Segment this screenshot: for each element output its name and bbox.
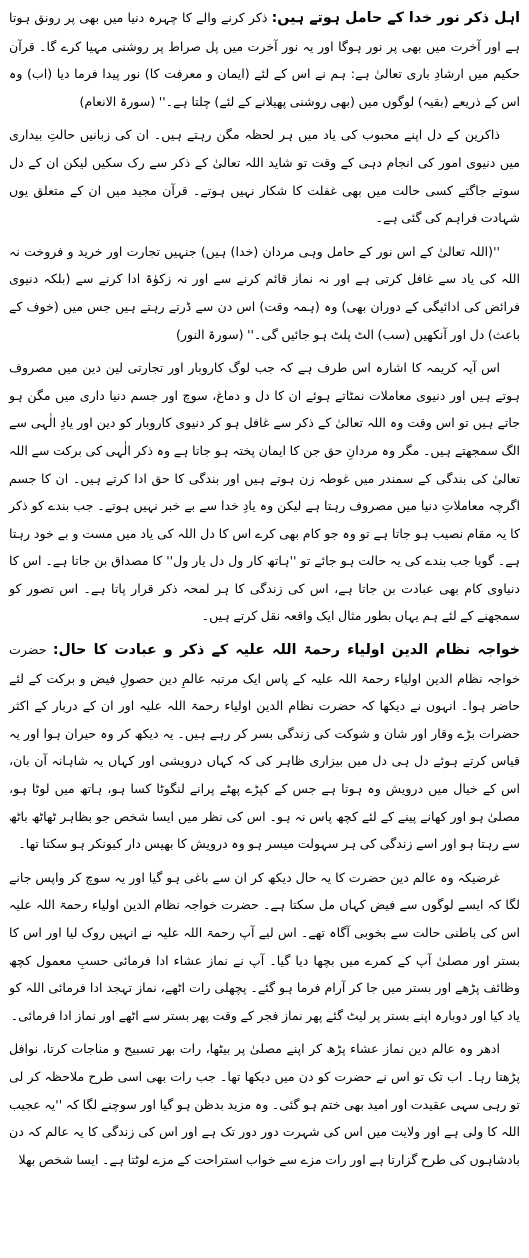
body-paragraph: اس آیہ کریمہ کا اشارہ اس طرف ہے کہ جب لوگ کاروبار اور تجارتی لین دین میں مصروف ہوتے ہیں اور دنیوی معاملات نمٹاتے ہوئے ان کا دل و دماغ، سوچ اور جسم دنیا داری میں مگن ہو جاتے ہیں تو اس وقت وہ اللہ تعالیٰ کے ذکر سے غافل ہو کر دنیوی کاروبار کو دین اور یادِ الٰہی سے الگ سمجھتے ہیں۔ مگر وہ مردانِ حق جن کا ایمان پختہ ہو جاتا ہے وہ ذکر الٰہی کی برکت سے اللہ تعالیٰ کی بندگی کے سمندر میں غوطہ زن ہوتے ہیں اور بندگی کا حق ادا کرتے ہیں۔ ان کا جسم اگرچہ معاملاتِ دنیا میں مصروف رہتا ہے لیکن وہ یادِ خدا سے بے خبر نہیں ہوتے۔ جب بندے کو ذکر کا یہ مقام نصیب ہو جاتا ہے تو وہ جو کام بھی کرے اس کا دل اللہ کی یاد میں مست و بے خود رہتا ہے۔ گویا جب بندے کی یہ حالت ہو جائے تو ''ہاتھ کار ول دل یار ول'' کا مصداق بن جاتا ہے۔ اس کا دنیاوی کام بھی عبادت بن جاتا ہے، اس کی زندگی کا ہر لمحہ ذکر قرار پاتا ہے۔ اس تصور کو سمجھنے کے لئے ہم یہاں بطور مثال ایک واقعہ نقل کرتے ہیں۔ [9, 360, 520, 624]
quoted-verse-paragraph: ''(اللہ تعالیٰ کے اس نور کے حامل وہی مردان (خدا) ہیں) جنہیں تجارت اور خرید و فروخت نہ اللہ کی یاد سے غافل کرتی ہے اور نہ نماز قائم کرنے سے اور نہ زکوٰۃ ادا کرنے سے (بلکہ دنیوی فرائض کی ادائیگی کے دوران بھی) وہ (ہمہ وقت) اس دن سے ڈرتے رہتے ہیں جس میں (خوف کے باعث) دل اور آنکھیں (سب) الٹ پلٹ ہو جائیں گی۔'' (سورۃ النور) [9, 243, 520, 342]
paragraph-text: ذکر کرنے والے کا چہرہ دنیا میں بھی پر رونق ہوتا ہے اور آخرت میں بھی پر نور ہوگا اور یہ نور آخرت میں پل صراط پر روشنی مہیا کرے گا۔ قرآن حکیم میں ارشادِ باری تعالیٰ ہے: ہم نے اس کے لئے (ایمان و معرفت کا) نور پیدا فرما دیا (اب) وہ اس کے ذریعے (بقیہ) لوگوں میں (بھی روشنی پھیلانے کے لئے) چلتا ہے۔'' (سورۃ الانعام) [9, 10, 520, 109]
section-intro-paragraph [9, 4, 520, 115]
paragraph-text: حضرت خواجہ نظام الدین اولیاء رحمۃ اللہ علیہ کے پاس ایک مرتبہ عالمِ دین حصولِ فیض و برکت کے لئے حاضر ہوا۔ انہوں نے دیکھا کہ حضرت نظام الدین اولیاء رحمۃ اللہ علیہ اور ان کے دربار کے اکثر حضرات بڑے وقار اور شان و شوکت کی زندگی بسر کر رہے ہیں۔ یہ دیکھ کر وہ حیران ہوا اور یہ قیاس کرتے ہوئے دل ہی دل میں بیزاری ظاہر کی کہ کہاں درویشی اور کہاں یہ شاہانہ آن بان، اس کے خیال میں درویش وہ ہوتا ہے جس کے کپڑے پھٹے پرانے لنگوٹا کسا ہو، ہاتھ میں لوٹا ہو، مصلیٰ ہو اور کھانے پینے کے لئے کچھ پاس نہ ہو۔ اس کی نظر میں ایسا شخص جو بظاہر ٹھاٹھ باٹھ سے رہتا ہو اور اسے زندگی کی ہر سہولت میسر ہو وہ درویش کا بھیس دار کیونکر ہو سکتا تھا۔ [9, 642, 520, 852]
section-paragraph [9, 636, 520, 858]
section-heading: خواجہ نظام الدین اولیاء رحمۃ اللہ علیہ کے ذکر و عبادت کا حال: [52, 642, 520, 659]
section-heading: اہل ذکر نور خدا کے حامل ہوتے ہیں: [271, 10, 520, 26]
body-paragraph: ادھر وہ عالم دین نماز عشاء پڑھ کر اپنے مصلیٰ پر بیٹھا، رات بھر تسبیح و مناجات کرتا، نوافل پڑھتا رہا۔ اب تک تو اس نے حضرت کو دن میں دیکھا تھا۔ جب رات بھی اسی طرح ملاحظہ کر لی تو رہی سہی عقیدت اور امید بھی ختم ہو گئی۔ وہ مزید بدظن ہو گیا اور سوچنے لگا کہ ''یہ عجیب اللہ کا ولی ہے اور ولایت میں اس کی شہرت دور دور تک ہے اور اس کی زندگی کا یہ عالم کہ دن بادشاہوں کی طرح گزارتا ہے اور رات مزے سے خواب استراحت کے مزے لوٹتا ہے۔ ایسا شخص بھلا [9, 1041, 520, 1167]
body-paragraph: ذاکرین کے دل اپنے محبوب کی یاد میں ہر لحظہ مگن رہتے ہیں۔ ان کی زبانیں حالتِ بیداری میں دنیوی امور کی انجام دہی کے وقت تو شاید اللہ تعالیٰ کے ذکر سے رک سکیں لیکن ان کے دل سوتے جاگتے کسی حالت میں بھی غفلت کا شکار نہیں ہوتے۔ قرآن مجید میں ان کے متعلق یوں شہادت فراہم کی گئی ہے۔ [9, 127, 520, 226]
body-paragraph: غرضیکہ وہ عالم دین حضرت کا یہ حال دیکھ کر ان سے باغی ہو گیا اور یہ سوچ کر واپس جانے لگا کہ ایسے لوگوں سے فیض کہاں مل سکتا ہے۔ حضرت خواجہ نظام الدین اولیاء رحمۃ اللہ علیہ اس کی باطنی حالت سے بخوبی آگاہ تھے۔ اس لیے آپ رحمۃ اللہ علیہ نے انہیں روک لیا اور اس کا بستر اور مصلیٰ آپ کے کمرے میں بچھا دیا گیا۔ آپ نے نماز عشاء ادا فرمائی حسبِ معمول کچھ وظائف پڑھے اور بستر میں جا کر آرام فرما ہو گئے۔ پچھلی رات اٹھے، نماز تہجد ادا فرمائی اللہ کو یاد کیا اور دوبارہ اپنے بستر پر لیٹ گئے پھر نماز فجر کے وقت پھر بستر سے اٹھے اور نماز ادا فرمائی۔ [9, 869, 520, 1023]
